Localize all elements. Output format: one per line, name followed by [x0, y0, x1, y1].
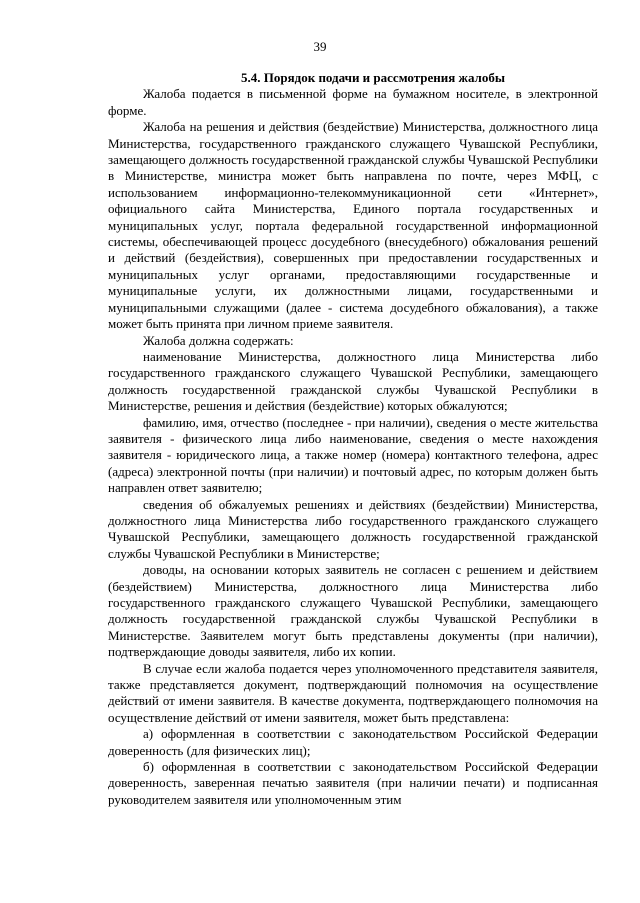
paragraph-item-appealed-decisions: сведения об обжалуемых решениях и действиях (бездействии) Министерства, должностного лица Министерства либо государственного гражданского служащего Чувашской Республики, замещающего должность государственной гражданской службы Чувашской Республики в Министерстве; — [108, 496, 598, 561]
paragraph-item-name: наименование Министерства, должностного лица Министерства либо государственного гражданского служащего Чувашской Республики, замещающего должность государственной гражданской службы Чувашской Республики в Министерстве, решения и действия (бездействие) которых обжалуются; — [108, 348, 598, 414]
paragraph-item-arguments: доводы, на основании которых заявитель не согласен с решением и действием (бездействием) Министерства, должностного лица Министерства либо государственного гражданского служащего Чувашской Республики, замещающего должность государственной гражданской службы Чувашской Республики в Министерстве. Заявителем могут быть представлены документы (при наличии), подтверждающие доводы заявителя, либо их копии. — [108, 562, 598, 660]
paragraph-option-b: б) оформленная в соответствии с законодательством Российской Федерации доверенность, заверенная печатью заявителя (при наличии печати) и подписанная руководителем заявителя или уполномоченным этим — [108, 759, 598, 807]
paragraph-must-contain: Жалоба должна содержать: — [143, 332, 294, 348]
paragraph-option-a: а) оформленная в соответствии с законодательством Российской Федерации доверенность (для физических лиц); — [108, 726, 598, 758]
paragraph-submission-form: Жалоба подается в письменной форме на бумажном носителе, в электронной форме. — [108, 86, 598, 118]
paragraph-item-applicant-details: фамилию, имя, отчество (последнее - при наличии), сведения о месте жительства заявителя - физического лица либо наименование, сведения о месте нахождения заявителя - юридического лица, а также номер (номера) контактного телефона, адрес (адреса) электронной почты (при наличии) и почтовый адрес, по которым должен быть направлен ответ заявителю; — [108, 414, 598, 496]
paragraph-representative: В случае если жалоба подается через уполномоченного представителя заявителя, также представляется документ, подтверждающий полномочия на осуществление действий от имени заявителя. В качестве документа, подтверждающего полномочия на осуществление действий от имени заявителя, может быть представлена: — [108, 660, 598, 725]
page-number: 39 — [313, 39, 327, 54]
paragraph-submission-channels: Жалоба на решения и действия (бездействие) Министерства, должностного лица Министерства, государственного гражданского служащего Чувашской Республики, замещающего должность государственной гражданской службы Чувашской Республики в Министерстве, министра может быть направлена по почте, через МФЦ, с использованием информационно-телекоммуникационной сети «Интернет», официального сайта Министерства, Единого портала государственных и муниципальных услуг, портала федеральной государственной информационной системы, обеспечивающей процесс досудебного (внесудебного) обжалования решений и действий (бездействия), совершенных при предоставлении государственных и муниципальных услуг органами, предоставляющими государственные и муниципальные услуги, их должностными лицами, государственными и муниципальными служащими (далее - система досудебного обжалования), а также может быть принята при личном приеме заявителя. — [108, 119, 598, 332]
page-content — [108, 70, 598, 808]
section-heading: 5.4. Порядок подачи и рассмотрения жалобы — [241, 70, 505, 85]
